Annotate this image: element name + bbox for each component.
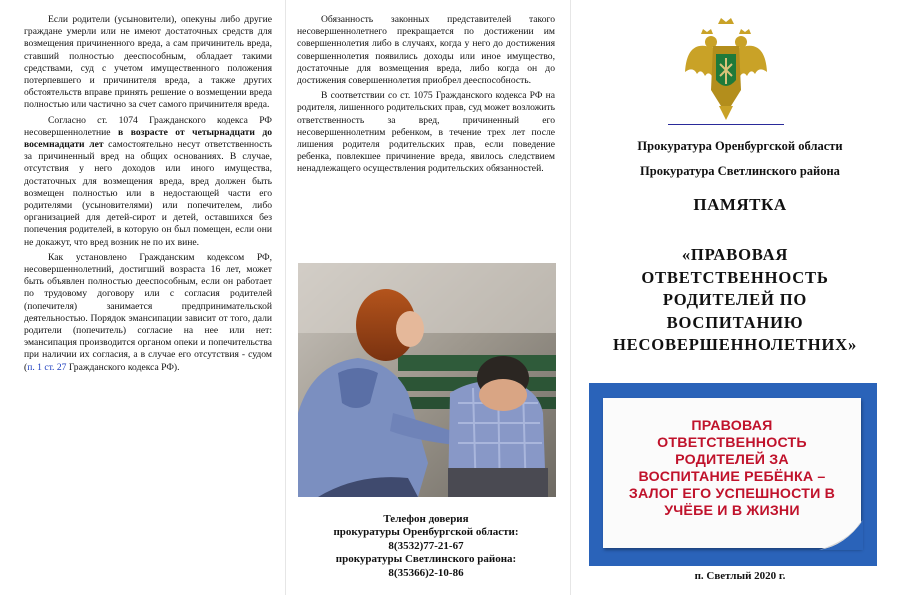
poster-sheet — [603, 398, 861, 548]
photo-officer-with-child — [298, 263, 556, 497]
paragraph-text: Гражданского кодекса РФ). — [66, 361, 180, 373]
paragraph-text: самостоятельно несут ответственность за причиненный вред на общих основаниях. В случае, отсутствия у него доходов или иного имущества, достаточных для возмещения вреда, вред должен быть возмещен полностью или в недостающей части его родителями (усыновителями) или попечителем, либо организацией для детей-сирот и детей, оставшихся без попечения родителей, в которую он был помещен, если они не докажут, что вред возник не по их вине. — [24, 139, 272, 248]
hotline-block — [297, 513, 555, 580]
paragraph: Если родители (усыновители), опекуны либо другие граждане умерли или не имеют достаточных средств для возмещения причиненного вреда, а сам причинитель вреда, ставший полностью дееспособным, обладает такими средствами, суд с учетом имущественного положения потерпевшего и причинителя вреда, а также других обстоятельств вправе принять решение о возмещении вреда полностью или частично за счет самого причинителя вреда. — [24, 14, 272, 111]
poster-banner — [589, 383, 877, 566]
paragraph-text: Согласно ст. 1074 Гражданского кодекса РФ несовершеннолетние — [24, 114, 272, 138]
poster-line: ВОСПИТАНИЕ РЕБЁНКА – — [638, 469, 826, 485]
left-column — [24, 14, 272, 595]
hotline-district-label: прокуратуры Светлинского района: — [335, 553, 517, 566]
subtitle-line: «ПРАВОВАЯ — [681, 245, 789, 264]
column-divider — [285, 0, 286, 595]
page-curl-icon — [819, 520, 863, 550]
poster-line: ЗАЛОГ ЕГО УСПЕШНОСТИ В — [628, 486, 836, 502]
paragraph: В соответствии со ст. 1075 Гражданского кодекса РФ на родителя, лишенного родительских прав, суд может возложить ответственность за вред, причиненный его несовершеннолетним ребенком, в течение трех лет после лишения родителя родительских прав, если поведение ребенка, повлекшее причинение вреда, явилось следствием ненадлежащего осуществления родительских обязанностей. — [297, 90, 555, 175]
office-district: Прокуратура Светлинского района — [640, 164, 840, 178]
hotline-region-label: прокуратуры Оренбургской области: — [333, 526, 519, 539]
subtitle-line: РОДИТЕЛЕЙ ПО — [662, 290, 808, 309]
paragraph — [24, 252, 272, 374]
paragraph-text: Как установлено Гражданским кодексом РФ, несовершеннолетний, достигший возраста 16 лет, может быть объявлен полностью дееспособным, если он работает по трудовому договору или с согласия родителей (попечителя) занимается предпринимательской деятельностью. Порядок эмансипации зависит от того, дали родители (попечитель) согласие на нее или нет: эмансипация производится органом опеки и попечительства при наличии их согласия, а в случае его отсутствия - судом ( — [24, 251, 272, 373]
poster-line: ОТВЕТСТВЕННОСТЬ — [657, 435, 807, 451]
hotline-title: Телефон доверия — [383, 513, 469, 525]
poster-line: ПРАВОВАЯ — [691, 418, 773, 434]
paragraph — [24, 115, 272, 249]
column-divider — [570, 0, 571, 595]
double-headed-eagle-icon — [683, 18, 769, 122]
poster-line: РОДИТЕЛЕЙ ЗА — [675, 452, 789, 468]
hotline-district-phone[interactable]: 8(35366)2-10-86 — [388, 566, 464, 579]
hotline-region-phone[interactable]: 8(3532)77-21-67 — [388, 539, 464, 552]
footer-place-year: п. Светлый 2020 г. — [694, 570, 786, 582]
subtitle-line: ВОСПИТАНИЮ — [666, 312, 804, 332]
emblem-underline — [668, 124, 784, 125]
page-title: ПАМЯТКА — [693, 195, 787, 214]
prosecutor-emblem-icon — [683, 18, 769, 122]
paragraph: Обязанность законных представителей такого несовершеннолетнего прекращается по достижении им совершеннолетия либо в случаях, когда у него до достижения совершеннолетия появились доходы или иное имущество, достаточные для возмещения вреда, либо когда он до достижения совершеннолетия приобрел дееспособность. — [297, 14, 555, 87]
poster-line: УЧЁБЕ И В ЖИЗНИ — [664, 503, 800, 519]
subtitle-line: ОТВЕТСТВЕННОСТЬ — [641, 267, 829, 287]
subtitle-line: НЕСОВЕРШЕННОЛЕТНИХ» — [612, 335, 858, 354]
poster-slogan — [611, 418, 853, 520]
brochure-subtitle — [590, 244, 880, 357]
paragraph-emphasis: в возрасте от четырнадцати до восемнадцати лет — [24, 126, 272, 151]
photo-illustration — [298, 263, 556, 497]
law-reference-link[interactable]: п. 1 ст. 27 — [27, 361, 67, 373]
office-region: Прокуратура Оренбургской области — [637, 139, 843, 153]
